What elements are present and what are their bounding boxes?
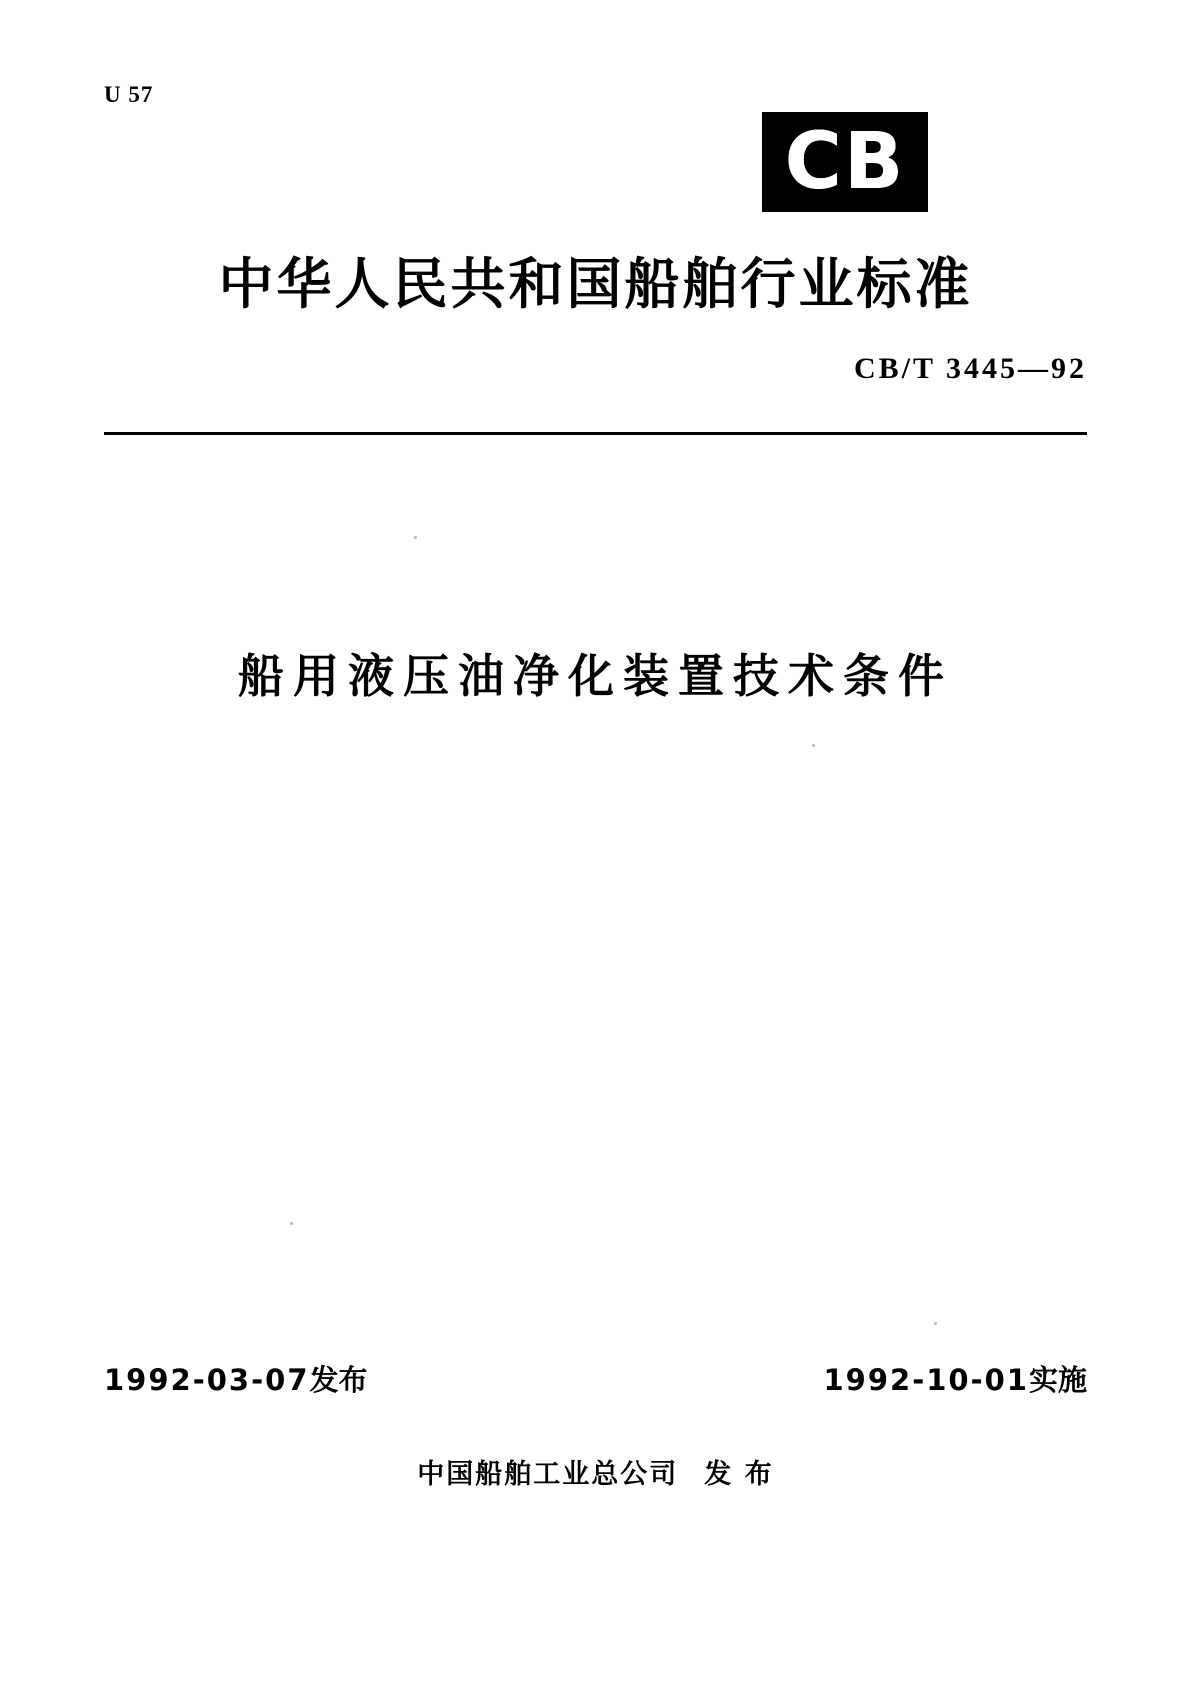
organization-title: 中华人民共和国船舶行业标准 [218,252,973,316]
publisher-name: 中国船舶工业总公司 [417,1459,679,1490]
date-row [104,1358,1087,1399]
publisher-action: 发 布 [704,1459,774,1490]
scan-artifact-dot [934,1322,937,1325]
cb-logo-text: CB [784,117,906,207]
issue-date: 1992-03-07 [104,1363,310,1397]
implement-date: 1992-10-01 [823,1363,1029,1397]
scan-artifact-dot [290,1222,293,1225]
standard-number: CB/T 3445—92 [854,352,1087,385]
implement-date-block [823,1358,1087,1399]
header-divider [104,432,1087,435]
document-title: 船用液压油净化装置技术条件 [238,649,953,703]
issue-date-block [104,1358,368,1399]
scan-artifact-dot [414,536,417,539]
implement-label: 实施 [1028,1363,1087,1397]
publisher-line [0,1452,1191,1491]
cb-logo [762,112,928,212]
issue-label: 发布 [309,1363,368,1397]
classification-code: U 57 [104,82,154,107]
scan-artifact-dot [812,744,815,747]
